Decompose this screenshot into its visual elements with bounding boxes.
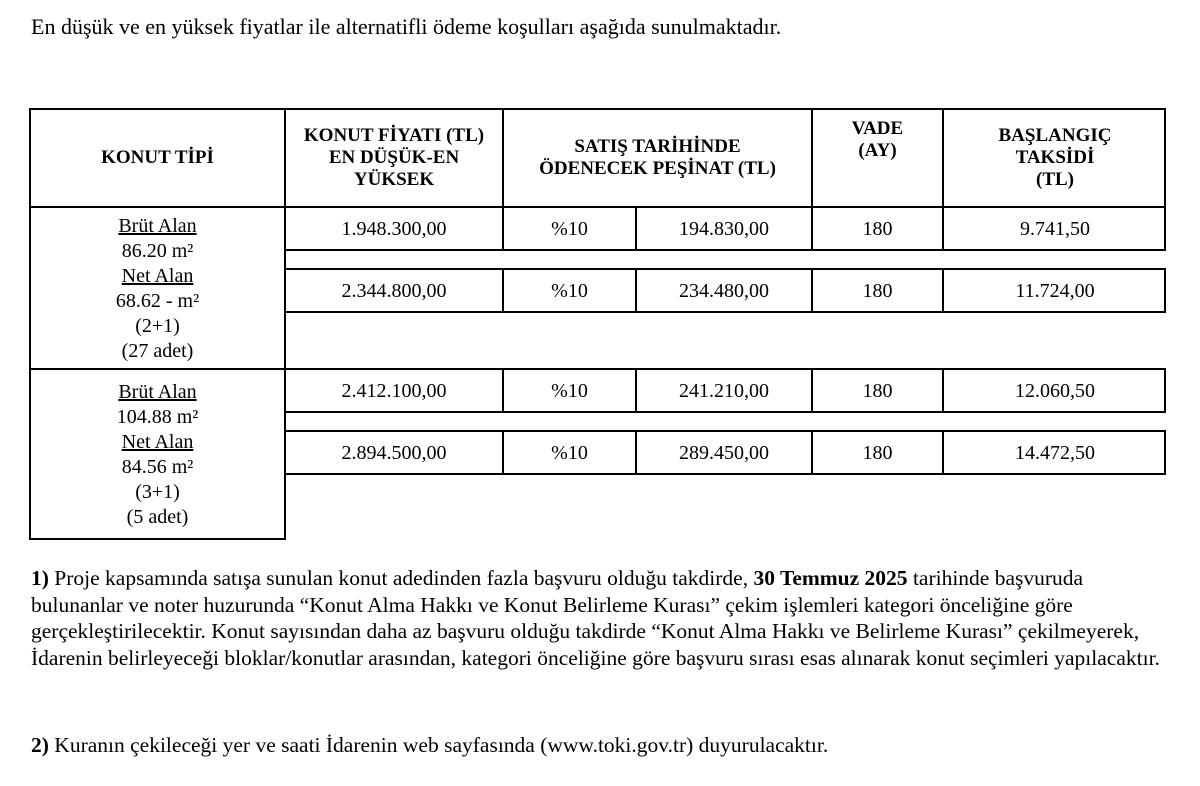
price-cell: 2.412.100,00 — [341, 379, 447, 402]
header-text: (AY) — [858, 140, 897, 161]
header-text: KONUT TİPİ — [101, 147, 214, 169]
net-area-value: 68.62 - m² — [115, 290, 200, 312]
header-text: ÖDENECEK PEŞİNAT (TL) — [539, 158, 776, 179]
note-number: 2) — [31, 733, 49, 757]
room-layout: (3+1) — [135, 481, 180, 503]
note-number: 1) — [31, 566, 49, 590]
intro-text: En düşük ve en yüksek fiyatlar ile alternatifli ödeme koşulları aşağıda sunulmaktadır. — [31, 14, 782, 39]
gross-area-value: 104.88 m² — [116, 406, 199, 428]
down-percent-cell: %10 — [551, 379, 588, 402]
price-cell: 2.344.800,00 — [341, 279, 447, 302]
down-percent-cell: %10 — [551, 217, 588, 240]
header-pesinat — [504, 110, 811, 206]
note-text: Proje kapsamında satışa sunulan konut adedinden fazla başvuru olduğu takdirde, — [48, 566, 754, 590]
header-konut-fiyati — [286, 110, 502, 206]
header-vade — [813, 110, 942, 170]
note-text: Kuranın çekileceği yer ve saati İdarenin web sayfasında (www.toki.gov.tr) duyurulacaktır. — [48, 733, 829, 757]
term-cell: 180 — [862, 441, 893, 464]
header-konut-tipi — [31, 110, 284, 206]
gross-area-value: 86.20 m² — [121, 240, 194, 262]
down-percent-cell: %10 — [551, 279, 588, 302]
down-percent-cell: %10 — [551, 441, 588, 464]
note-date: 30 Temmuz 2025 — [753, 566, 908, 590]
down-amount-cell: 194.830,00 — [679, 217, 769, 240]
gross-area-label: Brüt Alan — [118, 381, 197, 403]
unit-count: (5 adet) — [126, 506, 189, 528]
header-text: SATIŞ TARİHİNDE — [574, 136, 741, 158]
down-amount-cell: 234.480,00 — [679, 279, 769, 302]
note-text: tarihinde başvuruda bulunanlar ve noter huzurunda “Konut Alma Hakkı ve Konut Belirleme Kurası” çekim işlemleri kategori önceliğine göre gerçekleştirilecektir. Konut sayısından daha az başvuru olduğu takdirde “Konut Alma Hakkı ve Belirleme Kurası” çekilmeyerek, İdarenin belirleyeceği bloklar/konutlar arasından, kategori önceliğine göre başvuru sırası esas alınarak konut seçimleri yapılacaktır. — [31, 566, 1160, 670]
header-baslangic-taksidi — [944, 110, 1166, 206]
group-2-type-cell — [31, 380, 284, 530]
header-text: EN DÜŞÜK-EN — [328, 147, 460, 169]
unit-count: (27 adet) — [121, 340, 194, 362]
header-text: (TL) — [1036, 168, 1074, 190]
down-amount-cell: 241.210,00 — [679, 379, 769, 402]
header-text: YÜKSEK — [353, 168, 435, 190]
header-text: KONUT FİYATI (TL) — [303, 125, 485, 147]
room-layout: (2+1) — [135, 315, 180, 337]
price-cell: 2.894.500,00 — [341, 441, 447, 464]
installment-cell: 9.741,50 — [1020, 217, 1090, 240]
net-area-label: Net Alan — [121, 431, 194, 453]
header-text: TAKSİDİ — [1015, 147, 1095, 169]
down-amount-cell: 289.450,00 — [679, 441, 769, 464]
note-2 — [31, 732, 1171, 759]
group-1-type-cell — [31, 214, 284, 364]
header-text: VADE — [851, 118, 904, 140]
term-cell: 180 — [862, 279, 893, 302]
net-area-label: Net Alan — [121, 265, 194, 287]
term-cell: 180 — [862, 379, 893, 402]
net-area-value: 84.56 m² — [121, 456, 194, 478]
installment-cell: 12.060,50 — [1015, 379, 1095, 402]
installment-cell: 14.472,50 — [1015, 441, 1095, 464]
header-text: BAŞLANGIÇ — [998, 125, 1112, 147]
gross-area-label: Brüt Alan — [118, 215, 197, 237]
price-cell: 1.948.300,00 — [341, 217, 447, 240]
term-cell: 180 — [862, 217, 893, 240]
installment-cell: 11.724,00 — [1015, 279, 1095, 302]
note-1 — [31, 565, 1171, 671]
